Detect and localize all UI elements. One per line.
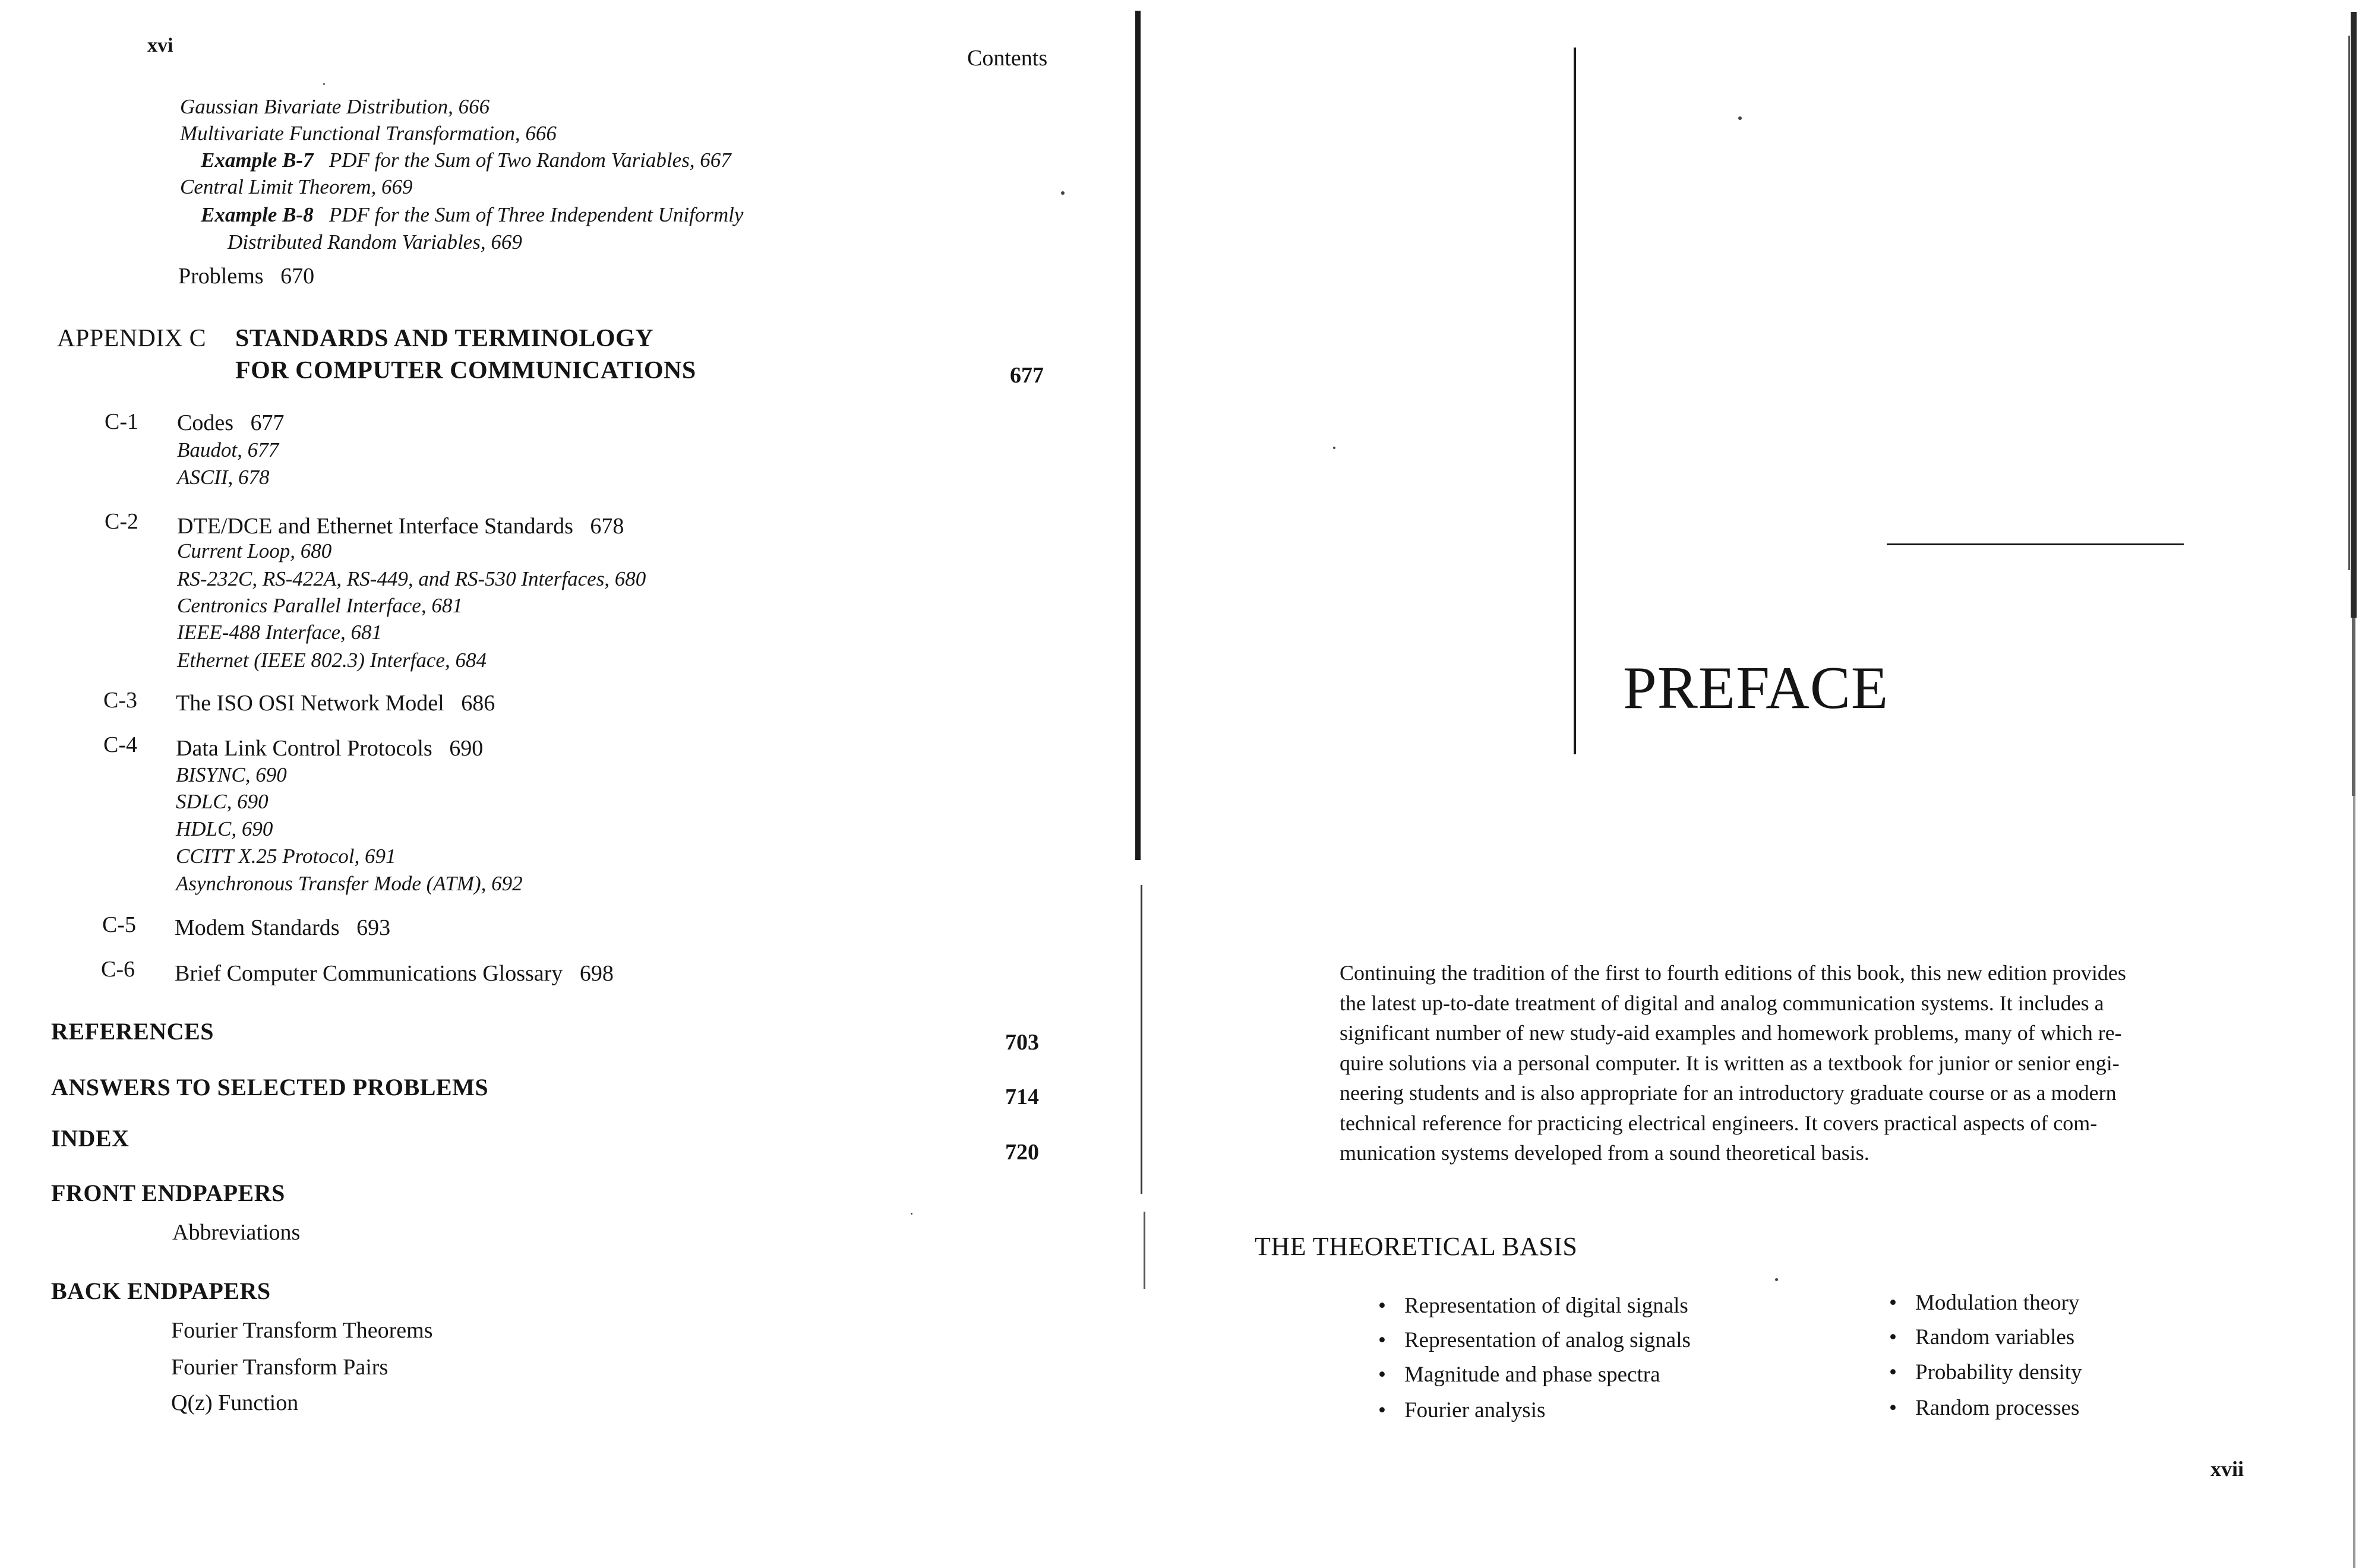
answers-page: 714 xyxy=(1005,1085,1039,1109)
toc-subentry: RS-232C, RS-422A, RS-449, and RS-530 Interfaces, 680 xyxy=(177,567,646,590)
section-entry xyxy=(177,410,285,436)
section-number: C-6 xyxy=(101,957,135,982)
page-folio-right: xvii xyxy=(2210,1457,2244,1481)
problems-label: Problems xyxy=(178,264,264,289)
index-page: 720 xyxy=(1005,1140,1039,1165)
bullet-item: • Magnitude and phase spectra xyxy=(1378,1362,1660,1387)
toc-index: INDEX xyxy=(51,1125,130,1152)
toc-back-endpapers: BACK ENDPAPERS xyxy=(51,1278,271,1304)
paragraph-line: neering students and is also appropriate for an introductory graduate course or as a modern xyxy=(1340,1081,2117,1105)
section-number: C-3 xyxy=(103,688,137,713)
section-entry xyxy=(175,960,614,987)
section-page: 686 xyxy=(461,691,495,716)
bullet-item: • Random variables xyxy=(1889,1324,2074,1350)
section-entry xyxy=(175,915,390,941)
paragraph-line: technical reference for practicing electrical engineers. It covers practical aspects of com- xyxy=(1340,1111,2098,1135)
toc-subentry: Ethernet (IEEE 802.3) Interface, 684 xyxy=(177,649,487,672)
toc-subentry: ASCII, 678 xyxy=(177,466,270,489)
scan-speck xyxy=(1775,1278,1778,1281)
section-number: C-4 xyxy=(103,732,137,757)
page-title: PREFACE xyxy=(1623,655,1889,722)
section-number: C-1 xyxy=(105,409,138,434)
scan-speck xyxy=(1333,447,1335,449)
vertical-rule xyxy=(1574,48,1576,754)
scanned-page-edge xyxy=(2342,0,2359,1568)
toc-subentry: Asynchronous Transfer Mode (ATM), 692 xyxy=(176,872,523,895)
paragraph-line: munication systems developed from a sound theoretical basis. xyxy=(1340,1141,1869,1165)
section-page: 693 xyxy=(356,915,391,940)
scan-speck xyxy=(911,1213,912,1215)
example-title: PDF for the Sum of Two Random Variables, 667 xyxy=(329,148,731,172)
running-head: Contents xyxy=(967,46,1048,71)
toc-answers: ANSWERS TO SELECTED PROBLEMS xyxy=(51,1074,489,1101)
toc-endpaper-item: Abbreviations xyxy=(172,1220,301,1245)
scan-speck xyxy=(323,83,325,85)
bullet-item: • Probability density xyxy=(1889,1360,2082,1385)
section-number: C-5 xyxy=(102,912,136,937)
section-page: 678 xyxy=(590,514,624,539)
section-title: DTE/DCE and Ethernet Interface Standards xyxy=(177,514,573,539)
toc-subentry: CCITT X.25 Protocol, 691 xyxy=(176,845,396,868)
toc-endpaper-item: Q(z) Function xyxy=(171,1390,299,1415)
preface-intro-paragraph xyxy=(1340,958,2190,1168)
bullet-item: • Modulation theory xyxy=(1889,1290,2079,1316)
appendix-label: APPENDIX C xyxy=(57,325,207,352)
toc-subentry: Multivariate Functional Transformation, 666 xyxy=(180,122,557,145)
section-title: Data Link Control Protocols xyxy=(176,736,432,761)
paragraph-line: Continuing the tradition of the first to fourth editions of this book, this new edition provides xyxy=(1340,961,2126,985)
problems-page: 670 xyxy=(280,264,315,289)
toc-references: REFERENCES xyxy=(51,1018,214,1045)
toc-endpaper-item: Fourier Transform Theorems xyxy=(171,1318,433,1343)
paragraph-line: quire solutions via a personal computer. It is written as a textbook for junior or senior engi- xyxy=(1340,1051,2120,1075)
scan-speck xyxy=(1738,116,1742,120)
toc-subentry: Central Limit Theorem, 669 xyxy=(180,175,413,198)
toc-example-entry xyxy=(201,203,743,227)
toc-problems-entry xyxy=(178,263,314,289)
toc-subentry: Gaussian Bivariate Distribution, 666 xyxy=(180,95,490,118)
example-label: Example B-7 xyxy=(201,148,314,172)
example-label: Example B-8 xyxy=(201,203,314,226)
toc-example-continuation: Distributed Random Variables, 669 xyxy=(228,230,522,254)
toc-subentry: BISYNC, 690 xyxy=(176,763,287,786)
section-title: Modem Standards xyxy=(175,915,340,940)
section-number: C-2 xyxy=(105,509,138,534)
toc-endpaper-item: Fourier Transform Pairs xyxy=(171,1355,389,1380)
toc-subentry: IEEE-488 Interface, 681 xyxy=(177,621,383,644)
appendix-title-line2: FOR COMPUTER COMMUNICATIONS xyxy=(235,357,696,384)
section-page: 698 xyxy=(579,961,614,986)
section-title: Brief Computer Communications Glossary xyxy=(175,961,563,986)
appendix-page-number: 677 xyxy=(1010,363,1044,388)
toc-front-endpapers: FRONT ENDPAPERS xyxy=(51,1180,285,1206)
section-title: The ISO OSI Network Model xyxy=(176,691,444,716)
right-page xyxy=(1135,0,2359,1568)
references-page: 703 xyxy=(1005,1030,1039,1055)
toc-example-entry xyxy=(201,148,731,172)
section-page: 677 xyxy=(250,410,285,435)
bullet-item: • Representation of analog signals xyxy=(1378,1327,1691,1353)
page-folio-left: xvi xyxy=(147,34,173,56)
toc-subentry: Centronics Parallel Interface, 681 xyxy=(177,594,463,617)
appendix-title-line1: STANDARDS AND TERMINOLOGY xyxy=(235,325,654,352)
example-title: PDF for the Sum of Three Independent Uniformly xyxy=(329,203,744,226)
toc-subentry: Baudot, 677 xyxy=(177,438,279,461)
section-entry xyxy=(176,735,483,761)
toc-subentry: HDLC, 690 xyxy=(176,817,273,840)
scan-speck xyxy=(1061,191,1065,195)
section-heading: THE THEORETICAL BASIS xyxy=(1255,1232,1578,1261)
bullet-item: • Fourier analysis xyxy=(1378,1398,1545,1423)
section-entry xyxy=(177,513,624,539)
bullet-item: • Representation of digital signals xyxy=(1378,1293,1688,1319)
paragraph-line: the latest up-to-date treatment of digital and analog communication systems. It includes a xyxy=(1340,991,2104,1015)
paragraph-line: significant number of new study-aid examples and homework problems, many of which re- xyxy=(1340,1021,2122,1045)
section-page: 690 xyxy=(449,736,484,761)
section-entry xyxy=(176,690,495,716)
toc-subentry: Current Loop, 680 xyxy=(177,539,332,562)
left-page xyxy=(0,0,1135,1568)
section-title: Codes xyxy=(177,410,233,435)
horizontal-rule xyxy=(1887,543,2184,545)
toc-subentry: SDLC, 690 xyxy=(176,790,269,813)
bullet-item: • Random processes xyxy=(1889,1395,2079,1421)
